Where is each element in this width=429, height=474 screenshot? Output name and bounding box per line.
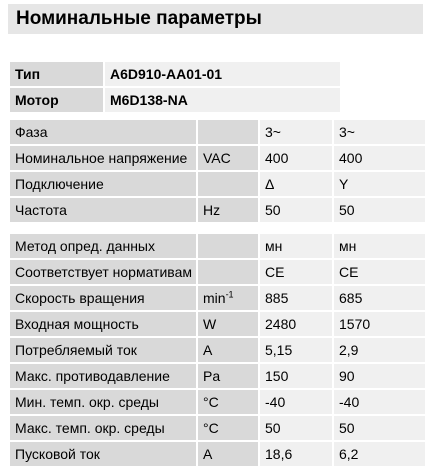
param-value-1: 885 (260, 286, 332, 310)
param-value-1: Δ (260, 172, 332, 196)
param-unit: VAC (198, 146, 258, 170)
param-label: Потребляемый ток (10, 338, 196, 362)
table-row (10, 198, 425, 222)
param-value-2: -40 (334, 390, 425, 414)
type-label: Тип (10, 62, 103, 86)
param-label: Макс. противодавление (10, 364, 196, 388)
param-value-2: 3~ (334, 120, 425, 144)
page-title: Номинальные параметры (8, 4, 423, 34)
table-row (10, 146, 425, 170)
param-value-2: CE (334, 260, 425, 284)
param-value-2: 50 (334, 416, 425, 440)
param-unit (198, 286, 258, 310)
param-unit (198, 172, 258, 196)
param-label: Мин. темп. окр. среды (10, 390, 196, 414)
param-unit: °C (198, 416, 258, 440)
param-unit (198, 120, 258, 144)
param-unit: Pa (198, 364, 258, 388)
unit-base: min (203, 290, 226, 306)
table-row (10, 172, 425, 196)
table-row (10, 234, 425, 258)
table-row (10, 312, 425, 336)
param-unit (198, 260, 258, 284)
param-value-2: мн (334, 234, 425, 258)
table-row (10, 120, 425, 144)
param-value-1: 400 (260, 146, 332, 170)
table-row (10, 416, 425, 440)
param-value-2: 1570 (334, 312, 425, 336)
param-label: Входная мощность (10, 312, 196, 336)
param-value-2: Y (334, 172, 425, 196)
table-row (10, 338, 425, 362)
motor-label: Мотор (10, 88, 103, 112)
param-value-1: 3~ (260, 120, 332, 144)
param-unit (198, 234, 258, 258)
param-label: Метод опред. данных (10, 234, 196, 258)
param-unit: W (198, 312, 258, 336)
param-label: Частота (10, 198, 196, 222)
table-row (10, 260, 425, 284)
param-unit: Hz (198, 198, 258, 222)
unit-exponent: -1 (225, 289, 234, 300)
table-row (10, 364, 425, 388)
param-value-1: 50 (260, 416, 332, 440)
param-label: Пусковой ток (10, 442, 196, 466)
table-row (10, 390, 425, 414)
param-value-1: -40 (260, 390, 332, 414)
param-value-2: 685 (334, 286, 425, 310)
motor-value: M6D138-NA (105, 88, 340, 112)
param-value-2: 50 (334, 198, 425, 222)
performance-params-table (8, 232, 427, 468)
param-value-1: 18,6 (260, 442, 332, 466)
param-value-1: мн (260, 234, 332, 258)
table-row (10, 62, 340, 86)
param-label: Номинальное напряжение (10, 146, 196, 170)
param-label: Подключение (10, 172, 196, 196)
param-unit: A (198, 338, 258, 362)
type-value: A6D910-AA01-01 (105, 62, 340, 86)
param-label: Фаза (10, 120, 196, 144)
table-row (10, 88, 340, 112)
type-motor-table (8, 60, 342, 114)
table-row (10, 286, 425, 310)
table-row (10, 442, 425, 466)
param-unit: °C (198, 390, 258, 414)
param-value-1: 2480 (260, 312, 332, 336)
electrical-params-table (8, 118, 427, 224)
param-value-1: 5,15 (260, 338, 332, 362)
param-value-2: 2,9 (334, 338, 425, 362)
param-unit: A (198, 442, 258, 466)
param-value-2: 90 (334, 364, 425, 388)
param-label: Скорость вращения (10, 286, 196, 310)
param-value-2: 6,2 (334, 442, 425, 466)
param-value-1: CE (260, 260, 332, 284)
param-label: Соответствует нормативам (10, 260, 196, 284)
param-value-1: 150 (260, 364, 332, 388)
param-label: Макс. темп. окр. среды (10, 416, 196, 440)
param-value-1: 50 (260, 198, 332, 222)
param-value-2: 400 (334, 146, 425, 170)
